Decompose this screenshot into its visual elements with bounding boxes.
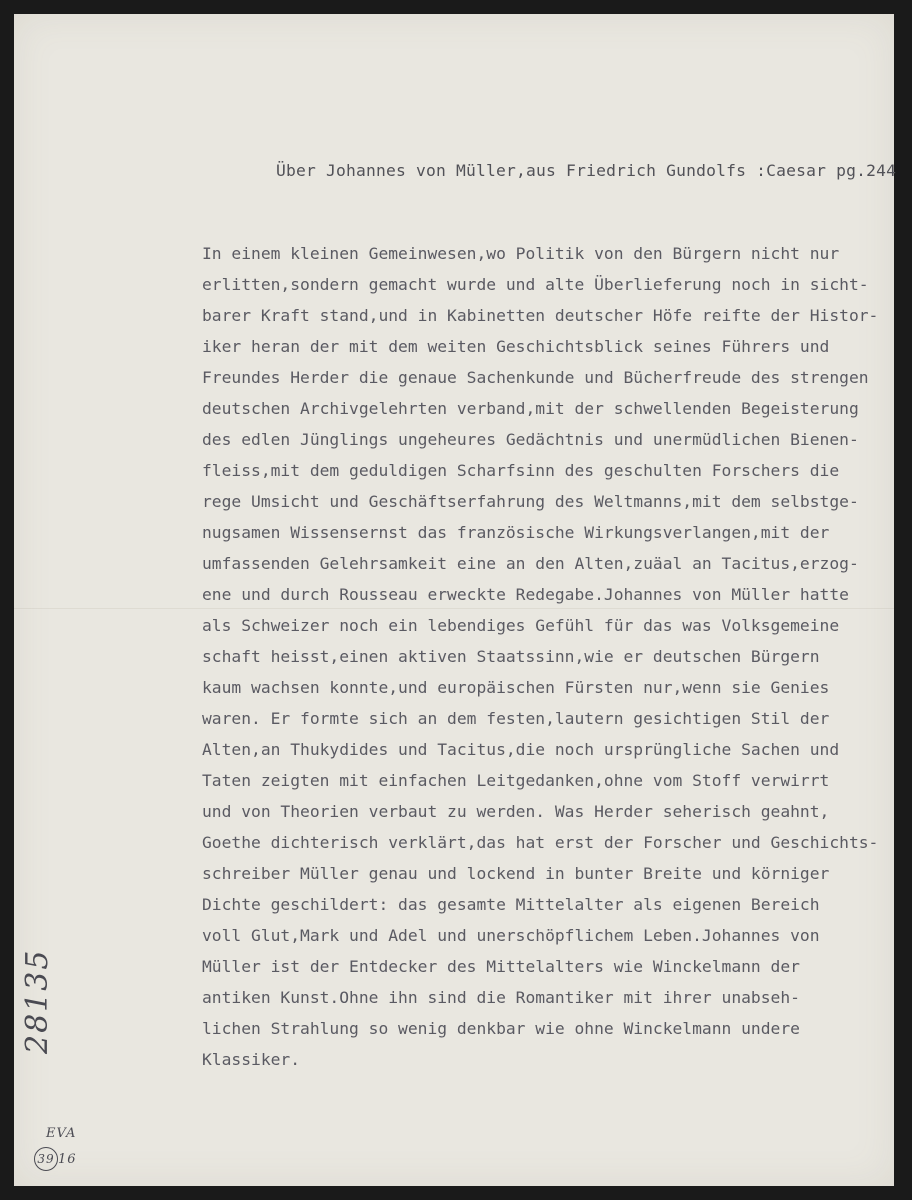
text-line: als Schweizer noch ein lebendiges Gefühl für das was Volksgemeine <box>202 616 840 635</box>
text-line: schreiber Müller genau und lockend in bunter Breite und körniger <box>202 864 830 883</box>
text-line: Freundes Herder die genaue Sachenkunde und Bücherfreude des strengen <box>202 368 869 387</box>
text-line: lichen Strahlung so wenig denkbar wie ohne Winckelmann undere <box>202 1019 800 1038</box>
text-line: Goethe dichterisch verklärt,das hat erst der Forscher und Geschichts- <box>202 833 879 852</box>
text-line: nugsamen Wissensernst das französische Wirkungsverlangen,mit der <box>202 523 830 542</box>
text-line: umfassenden Gelehrsamkeit eine an den Alten,zuäal an Tacitus,erzog- <box>202 554 859 573</box>
page-marker <box>34 1147 77 1171</box>
text-line: fleiss,mit dem geduldigen Scharfsinn des geschulten Forschers die <box>202 461 840 480</box>
text-line: In einem kleinen Gemeinwesen,wo Politik von den Bürgern nicht nur <box>202 244 840 263</box>
text-line: Alten,an Thukydides und Tacitus,die noch ursprüngliche Sachen und <box>202 740 840 759</box>
text-line: barer Kraft stand,und in Kabinetten deutscher Höfe reifte der Histor- <box>202 306 879 325</box>
archive-mark: EVA <box>46 1126 77 1141</box>
text-line: Müller ist der Entdecker des Mittelalters wie Winckelmann der <box>202 957 800 976</box>
text-line: iker heran der mit dem weiten Geschichtsblick seines Führers und <box>202 337 830 356</box>
handwritten-number: 28135 <box>20 948 55 1054</box>
text-line: kaum wachsen konnte,und europäischen Fürsten nur,wenn sie Genies <box>202 678 830 697</box>
text-line: deutschen Archivgelehrten verband,mit der schwellenden Begeisterung <box>202 399 859 418</box>
text-line: rege Umsicht und Geschäftserfahrung des Weltmanns,mit dem selbstge- <box>202 492 859 511</box>
text-line: schaft heisst,einen aktiven Staatssinn,wie er deutschen Bürgern <box>202 647 820 666</box>
document-body <box>202 238 892 1075</box>
page-suffix: 16 <box>58 1152 77 1167</box>
text-line: ene und durch Rousseau erweckte Redegabe.Johannes von Müller hatte <box>202 585 849 604</box>
text-line: erlitten,sondern gemacht wurde und alte Überlieferung noch in sicht- <box>202 275 869 294</box>
text-line: voll Glut,Mark und Adel und unerschöpflichem Leben.Johannes von <box>202 926 820 945</box>
text-line: Taten zeigten mit einfachen Leitgedanken,ohne vom Stoff verwirrt <box>202 771 830 790</box>
text-line: des edlen Jünglings ungeheures Gedächtnis und unermüdlichen Bienen- <box>202 430 859 449</box>
document-heading: Über Johannes von Müller,aus Friedrich Gundolfs :Caesar pg.244 <box>276 161 897 180</box>
text-line: und von Theorien verbaut zu werden. Was Herder seherisch geahnt, <box>202 802 830 821</box>
text-line: waren. Er formte sich an dem festen,lautern gesichtigen Stil der <box>202 709 830 728</box>
document-page <box>14 14 897 1186</box>
text-line: Klassiker. <box>202 1050 301 1069</box>
text-line: Dichte geschildert: das gesamte Mittelalter als eigenen Bereich <box>202 895 820 914</box>
text-line: antiken Kunst.Ohne ihn sind die Romantiker mit ihrer unabseh- <box>202 988 800 1007</box>
page-circle: 39 <box>34 1147 58 1171</box>
